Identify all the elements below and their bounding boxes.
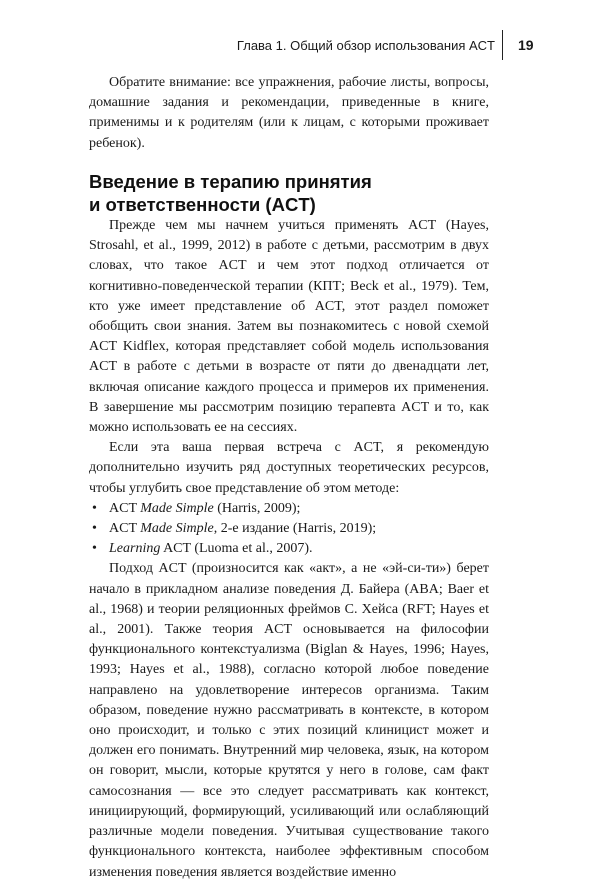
resource-citation: , 2-е издание (Harris, 2019); (213, 521, 377, 537)
paragraph-intro: Прежде чем мы начнем учиться применять ACT (Hayes, Strosahl, et al., 1999, 2012) в работе с детьми, рассмотрим в двух словах, что такое ACT и чем этот подход отличается от когнитивно-поведенческой терапии (КПТ; Beck et al., 1979). Тем, кто уже имеет представление об ACT, этот раздел поможет обобщить свои знания. Затем вы познакомитесь с новой схемой ACT Kidflex, которая представляет собой модель использования ACT в работе с детьми в возрасте от пяти до двенадцати лет, включая описание каждого процесса и примеров их применения. В завершение мы рассмотрим позицию терапевта ACT и то, как можно использовать ее на сессиях. (89, 218, 489, 436)
paragraph-act-origins: Подход ACT (произносится как «акт», а не «эй-си-ти») берет начало в прикладном анализе поведения Д. Байера (ABA; Baer et al., 1968) и теории реляционных фреймов С. Хейса (RFT; Hayes et al., 2001). Также теория ACT основывается на философии функционального контекстуализма (Biglan & Hayes, 1996; Hayes, 1993; Hayes et al., 1988), согласно которой любое поведение направлено на удовлетворение интересов организма. Таким образом, поведение нужно рассматривать в контексте, в котором оно происходит, и только с этих позиций клиницист может и должен его понимать. Внутренний мир человека, язык, на котором он говорит, мысли, которые крутятся у него в голове, сам факт самосознания — все это следует рассматривать как контекст, инициирующий, формирующий, усиливающий или ослабляющий различные модели поведения. Учитывая существование такого функционального контекста, наиболее эффективным способом изменения поведения является воздействие именно (89, 561, 489, 880)
resource-list-item (89, 539, 489, 559)
bullet-marker: • (92, 500, 97, 516)
bullet-marker: • (92, 541, 97, 557)
resource-citation: ACT (Luoma et al., 2007). (160, 541, 313, 557)
note-paragraph: Обратите внимание: все упражнения, рабочие листы, вопросы, домашние задания и рекомендации, приведенные в книге, применимы и к родителям (или к лицам, с которыми проживает ребенок). (89, 75, 489, 151)
resource-prefix: ACT (109, 500, 141, 516)
header-divider (502, 30, 503, 60)
resource-list-item (89, 519, 489, 539)
paragraph-resources-lead: Если эта ваша первая встреча с ACT, я рекомендую дополнительно изучить ряд доступных теоретических ресурсов, чтобы углубить свое представление об этом методе: (89, 440, 489, 496)
section-heading-line-1: Введение в терапию принятия (89, 171, 372, 192)
resource-list (89, 499, 489, 560)
section-heading-line-2: и ответственности (ACT) (89, 194, 316, 215)
resource-title: Made Simple (140, 500, 214, 516)
resource-list-item (89, 499, 489, 519)
resource-title: Made Simple (140, 521, 214, 537)
page-number: 19 (518, 37, 534, 53)
resource-prefix: ACT (109, 521, 141, 537)
resource-citation: (Harris, 2009); (213, 500, 301, 516)
running-header (0, 30, 600, 60)
chapter-title: Глава 1. Общий обзор использования ACT (236, 38, 495, 53)
resource-title: Learning (109, 541, 161, 557)
section-heading (89, 170, 489, 216)
bullet-marker: • (92, 521, 97, 537)
section-body (89, 216, 489, 883)
